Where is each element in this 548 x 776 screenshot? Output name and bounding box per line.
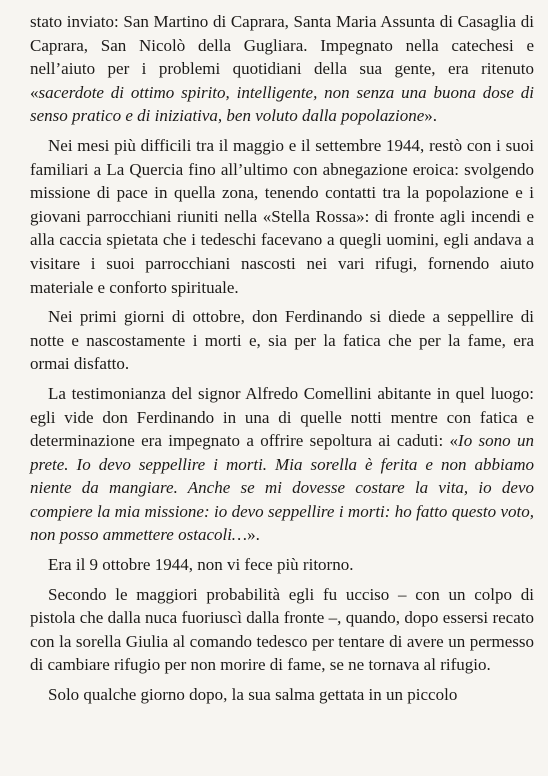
paragraph-1-close: ». [424, 106, 438, 126]
paragraph-1-text: stato inviato: San Martino di Caprara, Santa Maria Assunta di Casaglia di Caprara, San Nicolò della Gugliara. Impegnato nella catechesi e nell’aiuto per i problemi quotidiani della sua gente, era ritenuto « [30, 12, 534, 102]
paragraph-1 [30, 10, 534, 128]
paragraph-7: Solo qualche giorno dopo, la sua salma gettata in un piccolo [48, 685, 458, 705]
document-page [30, 10, 534, 713]
paragraph-4-quote: Io sono un prete. Io devo seppellire i morti. Mia sorella è ferita e non abbiamo niente da mangiare. Anche se mi dovesse costare la vita, io devo compiere la mia missione: io devo seppellire i morti: ho fatto questo voto, non posso ammettere ostacoli… [30, 431, 534, 545]
paragraph-4-close: ». [247, 525, 260, 545]
paragraph-4 [30, 382, 534, 547]
paragraph-1-quote: sacerdote di ottimo spirito, intelligente, non senza una buona dose di senso pratico e di iniziativa, ben voluto dalla popolazione [30, 82, 534, 126]
paragraph-3: Nei primi giorni di ottobre, don Ferdinando si diede a seppellire di notte e nascostamente i morti e, sia per la fatica che per la fame, era ormai disfatto. [30, 307, 534, 374]
paragraph-5: Era il 9 ottobre 1944, non vi fece più ritorno. [48, 555, 354, 575]
paragraph-4-text: La testimonianza del signor Alfredo Comellini abitante in quel luogo: egli vide don Ferdinando in una di quelle notti mentre con fatica e determinazione era impegnato a offrire sepoltura ai caduti: « [30, 383, 534, 451]
paragraph-2: Nei mesi più difficili tra il maggio e il settembre 1944, restò con i suoi familiari a La Quercia fino all’ultimo con abnegazione eroica: svolgendo missione di pace in quella zona, tenendo contatti tra la popolazione e i giovani parrocchiani riuniti nella «Stella Rossa»: di fronte agli incendi e alla caccia spietata che i tedeschi facevano a quegli uomini, egli andava a visitare i suoi parrocchiani nascosti nei vari rifugi, fornendo aiuto materiale e conforto spirituale. [30, 135, 534, 297]
paragraph-6: Secondo le maggiori probabilità egli fu ucciso – con un colpo di pistola che dalla nuca fuoriuscì dalla fronte –, quando, dopo essersi recato con la sorella Giulia al comando tedesco per tentare di avere un permesso di cambiare rifugio per non morire di fame, se ne tornava al rifugio. [30, 584, 534, 675]
